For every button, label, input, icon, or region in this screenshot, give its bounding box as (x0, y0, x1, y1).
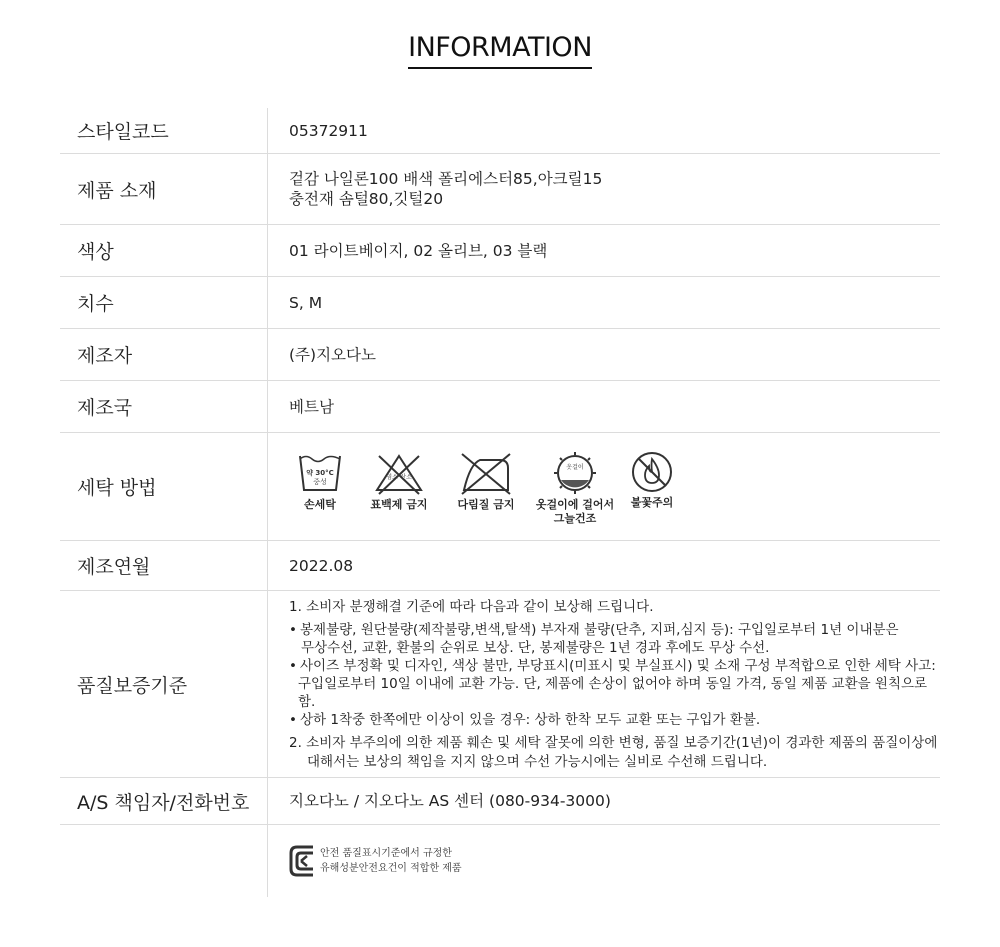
quality-bullet-2: • 사이즈 부정확 및 디자인, 색상 불만, 부당표시(미표시 및 부실표시) 및 소재 구성 부적합으로 인한 세탁 사고: (289, 658, 936, 674)
material-line-1: 겉감 나일론100 배색 폴리에스터85,아크릴15 (289, 170, 603, 188)
care-no-iron (442, 450, 530, 512)
kc-text (320, 846, 462, 876)
quality-item-2-cont: 대해서는 보상의 책임을 지지 않으며 수선 가능시에는 실비로 수선해 드립니다. (307, 754, 768, 770)
flame-caution-label: 불꽃주의 (630, 495, 674, 509)
row-quality (60, 591, 940, 778)
hand-wash-neutral: 중성 (313, 477, 327, 486)
row-style-code (60, 108, 940, 154)
quality-bullet-3: • 상하 1착중 한쪽에만 이상이 있을 경우: 상하 한착 모두 교환 또는 구입가 환불. (289, 712, 761, 728)
as-label: A/S 책임자/전화번호 (60, 778, 268, 824)
quality-item-1: 1. 소비자 분쟁해결 기준에 따라 다음과 같이 보상해 드립니다. (289, 599, 654, 615)
row-material (60, 154, 940, 225)
care-flame (620, 450, 684, 510)
hand-wash-icon (292, 450, 348, 496)
row-size (60, 277, 940, 329)
no-iron-icon (456, 450, 516, 496)
quality-bullet-1: • 봉제불량, 원단불량(제작불량,변색,탈색) 부자재 불량(단추, 지퍼,심지 등): 구입일로부터 1년 이내분은 (289, 622, 899, 638)
hanger-dry-icon (552, 450, 598, 496)
wash-value (268, 433, 940, 540)
hanger-dry-inner: 옷걸이 (566, 463, 584, 471)
page-title-wrap (0, 30, 1000, 69)
country-label: 제조국 (60, 381, 268, 432)
size-label: 치수 (60, 277, 268, 328)
hanger-dry-label-1: 옷걸이에 걸어서 (535, 497, 615, 511)
material-line-2: 충전재 솜털80,깃털20 (289, 190, 444, 208)
bullet-char: • (289, 712, 297, 728)
row-color (60, 225, 940, 277)
kc-text-line-1: 안전 품질표시기준에서 규정한 (320, 848, 452, 859)
quality-value (268, 591, 940, 777)
quality-bullet-1-cont: 무상수선, 교환, 환불의 순위로 보상. 단, 봉제불량은 1년 경과 후에도 무상 수선. (301, 640, 770, 656)
date-value: 2022.08 (289, 556, 354, 575)
row-maker (60, 329, 940, 381)
maker-label: 제조자 (60, 329, 268, 380)
maker-value: (주)지오다노 (289, 345, 376, 364)
hanger-dry-label (536, 498, 614, 526)
style-code-value: 05372911 (289, 121, 368, 140)
hanger-dry-label-2: 그늘건조 (553, 511, 597, 525)
care-hand-wash (284, 450, 356, 512)
flame-caution-icon (629, 450, 675, 494)
row-date (60, 541, 940, 591)
material-label: 제품 소재 (60, 154, 268, 224)
row-kc (60, 825, 940, 897)
country-value: 베트남 (289, 397, 334, 416)
page-title: INFORMATION (408, 30, 592, 69)
no-bleach-oxygen: 산소 (400, 473, 412, 481)
row-country (60, 381, 940, 433)
care-hanger-dry (530, 450, 620, 526)
hand-wash-temp: 약 30°C (306, 468, 334, 477)
material-value (268, 154, 940, 224)
kc-mark (289, 843, 940, 879)
as-value: 지오다노 / 지오다노 AS 센터 (080-934-3000) (289, 792, 611, 810)
info-table (60, 108, 940, 897)
color-label: 색상 (60, 225, 268, 276)
row-as (60, 778, 940, 825)
no-bleach-chlorine: 염소 (386, 473, 398, 481)
wash-label: 세탁 방법 (60, 433, 268, 540)
quality-item-2: 2. 소비자 부주의에 의한 제품 훼손 및 세탁 잘못에 의한 변형, 품질 보증기간(1년)이 경과한 제품의 품질이상에 (289, 735, 938, 751)
size-value: S, M (289, 293, 323, 312)
quality-bullet-2-cont: 구입일로부터 10일 이내에 교환 가능. 단, 제품에 손상이 없어야 하며 동일 가격, 동일 제품 교환을 원칙으로 함. (298, 676, 928, 710)
row-wash (60, 433, 940, 541)
no-bleach-icon (371, 450, 427, 496)
kc-certification-icon (289, 843, 315, 879)
bullet-char: • (289, 658, 297, 674)
hand-wash-label: 손세탁 (304, 497, 336, 511)
bullet-char: • (289, 622, 297, 638)
color-value: 01 라이트베이지, 02 올리브, 03 블랙 (289, 241, 548, 260)
kc-text-line-2: 유해성분안전요건이 적합한 제품 (320, 863, 462, 874)
date-label: 제조연월 (60, 541, 268, 590)
kc-value (268, 825, 940, 897)
kc-label-empty (60, 825, 268, 897)
no-iron-label: 다림질 금지 (457, 497, 515, 511)
care-no-bleach (356, 450, 442, 512)
no-bleach-label: 표백제 금지 (370, 497, 428, 511)
quality-label: 품질보증기준 (60, 591, 268, 777)
style-code-label: 스타일코드 (60, 108, 268, 153)
care-icons (284, 448, 940, 526)
